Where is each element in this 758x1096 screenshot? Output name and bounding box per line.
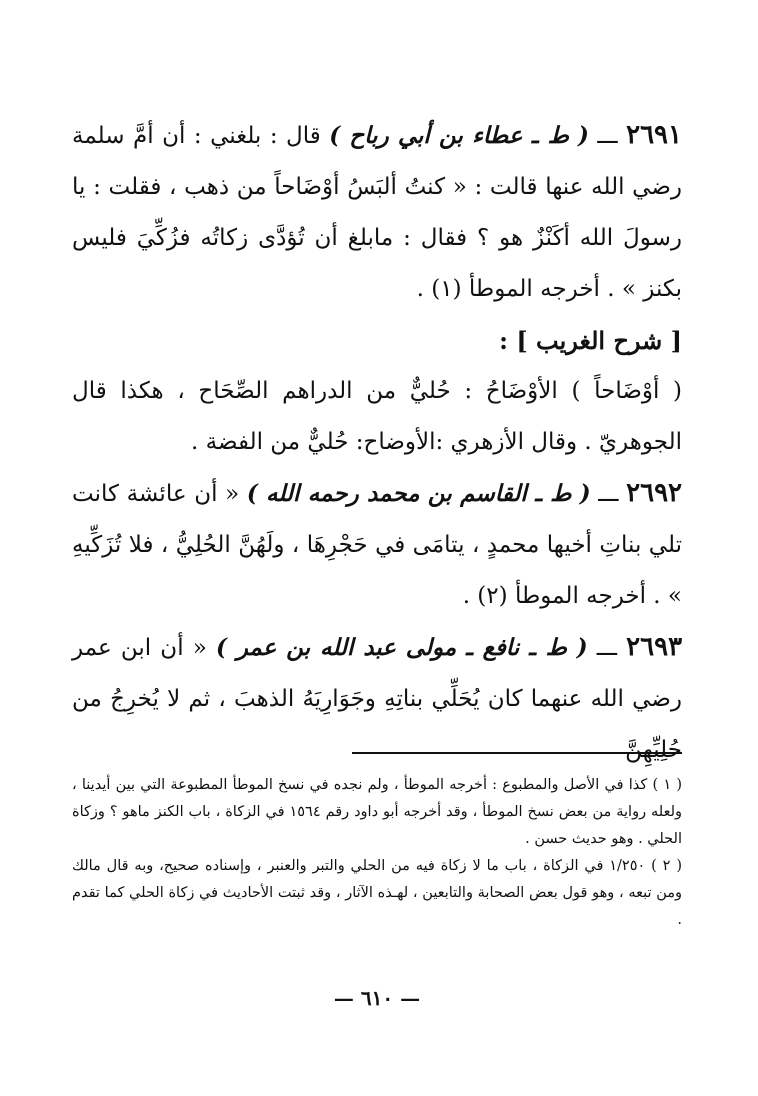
- footnote-1: ( ١ ) كذا في الأصل والمطبوع : أخرجه الموطأ ، ولم نجده في نسخ الموطأ المطبوعة التي بين أيدينا ، ولعله رواية من بعض نسخ الموطأ ، وقد أخرجه أبو داود رقم ١٥٦٤ في الزكاة ، باب الكنز ماهو ؟ وزكاة الحلي . وهو حديث حسن .: [72, 777, 682, 847]
- hadith-source: ( ط ـ عطاء بن أبي رباح ): [329, 122, 589, 149]
- footnote-2: ( ٢ ) ١/٢٥٠ في الزكاة ، باب ما لا زكاة فيه من الحلي والتبر والعنبر ، وإسناده صحيح، وبه قال مالك ومن تبعه ، وهو قول بعض الصحابة والتابعين ، لهـذه الآثار ، وقد ثبتت الأحاديث في زكاة الحلي كما تقدم .: [72, 858, 682, 928]
- main-text: [72, 110, 682, 776]
- hadith-2692: [72, 468, 682, 622]
- footnotes: [72, 772, 682, 934]
- page-number: — ٦١٠ —: [333, 986, 421, 1010]
- hadith-source: ( ط ـ القاسم بن محمد رحمه الله ): [246, 480, 591, 507]
- sharh-heading: [ شرح الغريب ] :: [499, 326, 682, 355]
- footnote-divider: [352, 752, 682, 754]
- hadith-number: ٢٦٩٢: [626, 478, 683, 508]
- hadith-number: ٢٦٩١: [626, 120, 682, 150]
- page-content: [72, 110, 682, 1070]
- sharh-text: ( أوْضَاحاً ) الأوْضَاحُ : حُليٌّ من الدراهم الصِّحَاح ، هكذا قال الجوهريّ . وقال الأزهري :الأوضاح: حُليٌّ من الفضة .: [72, 378, 682, 455]
- hadith-dash: ـــ: [598, 481, 619, 507]
- hadith-dash: ـــ: [597, 123, 618, 149]
- hadith-text: « أن ابن عمر رضي الله عنهما كان يُحَلِّي بناتِهِ وجَوَارِيَهُ الذهبَ ، ثم لا يُخرِجُ من حُلِيِّهِنَّ: [72, 635, 682, 763]
- hadith-number: ٢٦٩٣: [626, 632, 683, 662]
- hadith-2691: [72, 110, 682, 315]
- hadith-source: ( ط ـ نافع ـ مولى عبد الله بن عمر ): [215, 634, 588, 661]
- hadith-text: قال : بلغني : أن أمَّ سلمة رضي الله عنها قالت : « كنتُ ألبَسُ أوْضَاحاً من ذهب ، فقلت : يا رسولَ الله أكَنْزٌ هو ؟ فقال : مابلغ أن تُؤدَّى زكاتُه فزُكِّيَ فليس بكنز » . أخرجه الموطأ (١) .: [72, 123, 682, 302]
- hadith-text: « أن عائشة كانت تلي بناتِ أخيها محمدٍ ، يتامَى في حَجْرِهَا ، ولَهُنَّ الحُلِيُّ ، فلا تُزَكِّيهِ » . أخرجه الموطأ (٢) .: [72, 481, 682, 609]
- hadith-dash: ـــ: [596, 635, 618, 661]
